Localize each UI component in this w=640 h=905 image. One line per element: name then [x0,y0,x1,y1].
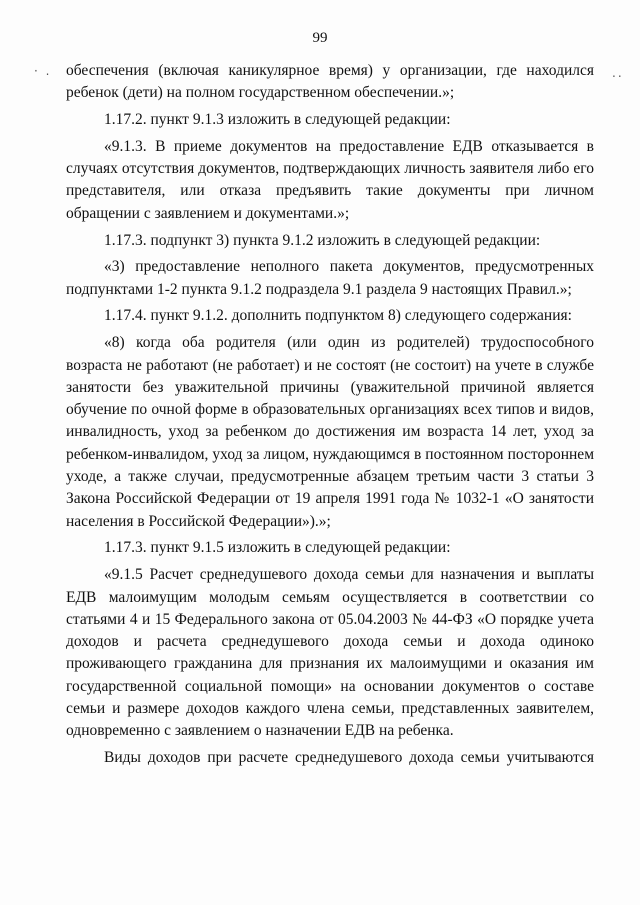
paragraph-1-17-3-b: 1.17.3. пункт 9.1.5 изложить в следующей редакции: [104,539,451,557]
scan-artifact-left: · . [34,64,52,78]
page-number: 99 [312,30,328,46]
paragraph-9-1-3: «9.1.3. В приеме документов на предоставление ЕДВ отказывается в случаях отсутствия документов, подтверждающих личность заявителя либо его представителя, или отказа предъявить такие документы при личном обращении с заявлением и документами.»; [66,137,594,222]
paragraph-1-17-3-a: 1.17.3. подпункт 3) пункта 9.1.2 изложить в следующей редакции: [104,231,541,249]
paragraph-subpoint-8: «8) когда оба родителя (или один из родителей) трудоспособного возраста не работают (не работает) и не состоят (не состоит) на учете в службе занятости без уважительной причины (уважительной причиной является обучение по очной форме в образовательных организациях всех типов и видов, инвалидность, уход за ребенком до достижения им возраста 14 лет, уход за ребенком-инвалидом, уход за лицом, нуждающимся в постоянном постороннем уходе, а также случаи, предусмотренные абзацем третьим части 3 статьи 3 Закона Российской Федерации от 19 апреля 1991 года № 1032-1 «О занятости населения в Российской Федерации»).»; [66,334,594,530]
paragraph-intro: обеспечения (включая каникулярное время) у организации, где находился ребенок (дети) на полном государственном обеспечении.»; [66,62,594,102]
paragraph-1-17-4: 1.17.4. пункт 9.1.2. дополнить подпунктом 8) следующего содержания: [104,307,572,325]
paragraph-subpoint-3: «3) предоставление неполного пакета документов, предусмотренных подпунктами 1-2 пункта 9.1.2 подраздела 9.1 раздела 9 настоящих Правил.»; [66,258,594,298]
paragraph-income-types: Виды доходов при расчете среднедушевого дохода семьи учитываются [104,749,594,767]
document-body [66,60,594,769]
scan-artifact-right: .. [612,66,624,80]
paragraph-9-1-5: «9.1.5 Расчет среднедушевого дохода семьи для назначения и выплаты ЕДВ малоимущим молодым семьям осуществляется в соответствии со статьями 4 и 15 Федерального закона от 05.04.2003 № 44-ФЗ «О порядке учета доходов и расчета среднедушевого дохода семьи и дохода одиноко проживающего гражданина для признания их малоимущими и оказания им государственной социальной помощи» на основании документов о составе семьи и размере доходов каждого члена семьи, представленных заявителем, одновременно с заявлением о назначении ЕДВ на ребенка. [66,566,594,740]
paragraph-1-17-2: 1.17.2. пункт 9.1.3 изложить в следующей редакции: [104,111,451,129]
